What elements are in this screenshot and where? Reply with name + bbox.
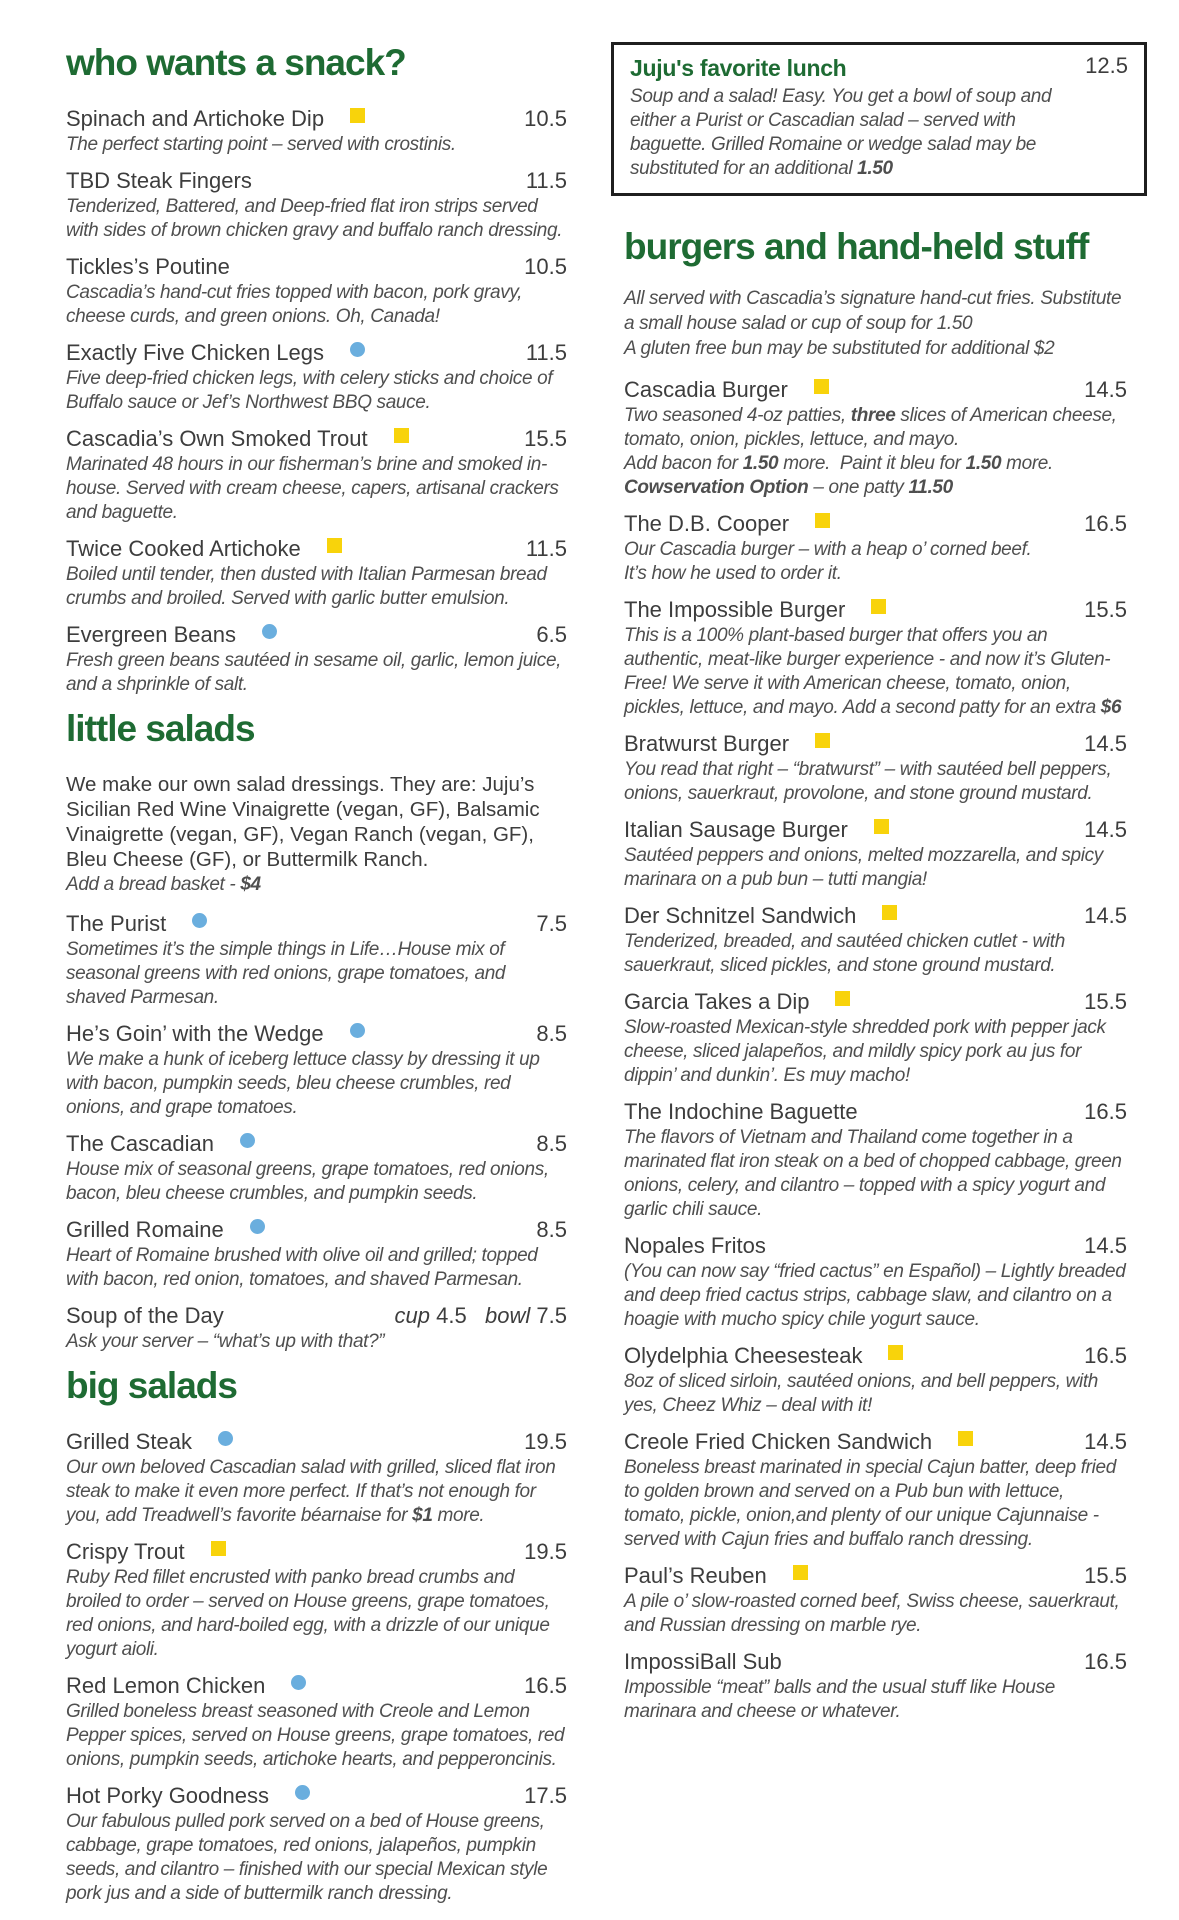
item-description: This is a 100% plant-based burger that offers you an authentic, meat-like burger experience - and now it’s Gluten-Free! We serve it with American cheese, tomato, onion, pickles, lettuce, and mayo. Add a second patty for an extra $6 [624, 625, 1122, 718]
menu-item-header [624, 731, 1127, 756]
yellow-square-icon [793, 1565, 808, 1580]
menu-item [66, 622, 567, 697]
menu-item [66, 911, 567, 1010]
item-name: Exactly Five Chicken Legs [66, 340, 324, 365]
blue-circle-icon [240, 1133, 255, 1148]
item-name: The Indochine Baguette [624, 1099, 858, 1124]
item-price: 7.5 [536, 911, 567, 936]
item-description: Grilled boneless breast seasoned with Creole and Lemon Pepper spices, served on House greens, grape tomatoes, red onions, pumpkin seeds, artichoke hearts, and pepperoncinis. [66, 1701, 565, 1770]
menu-item-header [624, 597, 1127, 622]
menu-item-header [66, 106, 567, 131]
item-description: Sautéed peppers and onions, melted mozzarella, and spicy marinara on a pub bun – tutti mangia! [624, 845, 1103, 890]
item-price: 8.5 [536, 1217, 567, 1242]
item-price: 19.5 [524, 1429, 567, 1454]
menu-item-header [66, 168, 567, 193]
yellow-square-icon [888, 1345, 903, 1360]
item-price: 14.5 [1084, 1429, 1127, 1454]
item-price: 14.5 [1084, 1233, 1127, 1258]
menu-item-header [624, 1563, 1127, 1588]
item-name: ImpossiBall Sub [624, 1649, 782, 1674]
blue-circle-icon [262, 624, 277, 639]
left-column [66, 42, 567, 1920]
lunch-box-description: Soup and a salad! Easy. You get a bowl of soup and either a Purist or Cascadian salad – served with baguette. Grilled Romaine or wedge salad may be substituted for an additional 1.50 [630, 86, 1052, 179]
item-price: 6.5 [536, 622, 567, 647]
item-description: Marinated 48 hours in our fisherman’s brine and smoked in-house. Served with cream cheese, capers, artisanal crackers and baguette. [66, 454, 559, 523]
menu-item-header [66, 1783, 567, 1808]
item-price: 14.5 [1084, 731, 1127, 756]
yellow-square-icon [394, 428, 409, 443]
item-price: 14.5 [1084, 903, 1127, 928]
item-price: 15.5 [1084, 989, 1127, 1014]
menu-item-header [66, 1673, 567, 1698]
blue-circle-icon [291, 1675, 306, 1690]
menu-item [624, 989, 1127, 1088]
yellow-square-icon [814, 379, 829, 394]
menu-item-header [624, 903, 1127, 928]
item-price: 19.5 [524, 1539, 567, 1564]
blue-circle-icon [218, 1431, 233, 1446]
blue-circle-icon [295, 1785, 310, 1800]
item-description: Five deep-fried chicken legs, with celery sticks and choice of Buffalo sauce or Jef’s Northwest BBQ sauce. [66, 368, 553, 413]
lunch-box [611, 42, 1147, 196]
item-price: 15.5 [524, 426, 567, 451]
item-name: Grilled Steak [66, 1429, 192, 1454]
item-price: 17.5 [524, 1783, 567, 1808]
item-name: TBD Steak Fingers [66, 168, 252, 193]
menu-item-header [66, 254, 567, 279]
yellow-square-icon [327, 538, 342, 553]
blue-circle-icon [192, 913, 207, 928]
item-description: Our fabulous pulled pork served on a bed of House greens, cabbage, grape tomatoes, red onions, jalapeños, pumpkin seeds, and cilantro – finished with our special Mexican style pork jus and a side of buttermilk ranch dressing. [66, 1811, 548, 1904]
item-description: Sometimes it’s the simple things in Life…House mix of seasonal greens with red onions, grape tomatoes, and shaved Parmesan. [66, 939, 506, 1008]
item-description: The perfect starting point – served with crostinis. [66, 134, 456, 155]
menu-item-header [624, 1099, 1127, 1124]
item-price: 15.5 [1084, 597, 1127, 622]
menu-item-header [66, 1303, 567, 1328]
menu-item-header [66, 622, 567, 647]
item-price: 16.5 [1084, 511, 1127, 536]
menu-item-header [624, 989, 1127, 1014]
menu-item [66, 106, 567, 157]
item-price: 16.5 [1084, 1099, 1127, 1124]
blue-circle-icon [250, 1219, 265, 1234]
item-name: Soup of the Day [66, 1303, 224, 1328]
item-price: 11.5 [525, 168, 567, 193]
item-name: Grilled Romaine [66, 1217, 224, 1242]
item-description: (You can now say “fried cactus” en Español) – Lightly breaded and deep fried cactus strips, cabbage slaw, and cilantro on a hoagie with mucho spicy chile yogurt sauce. [624, 1261, 1126, 1330]
yellow-square-icon [871, 599, 886, 614]
menu-item-header [66, 1021, 567, 1046]
item-description: Tenderized, Battered, and Deep-fried flat iron strips served with sides of brown chicken gravy and buffalo ranch dressing. [66, 196, 563, 241]
item-name: Twice Cooked Artichoke [66, 536, 301, 561]
menu-item-header [66, 1539, 567, 1564]
section-intro: We make our own salad dressings. They are: Juju’s Sicilian Red Wine Vinaigrette (vegan, GF), Balsamic Vinaigrette (vegan, GF), Vegan Ranch (vegan, GF), Bleu Cheese (GF), or Buttermilk Ranch. [66, 773, 540, 871]
item-description: Heart of Romaine brushed with olive oil and grilled; topped with bacon, red onion, tomatoes, and shaved Parmesan. [66, 1245, 538, 1290]
item-price: 16.5 [524, 1673, 567, 1698]
lunch-box-price: 12.5 [1085, 53, 1128, 78]
section-intro-line: All served with Cascadia’s signature hand-cut fries. Substitute a small house salad or cup of soup for 1.50 [624, 288, 1122, 334]
item-name: Tickles’s Poutine [66, 254, 230, 279]
item-description: Slow-roasted Mexican-style shredded pork with pepper jack cheese, sliced jalapeños, and mildly spicy pork au jus for dippin’ and dunkin’. Es muy macho! [624, 1017, 1106, 1086]
menu-item-header [66, 1429, 567, 1454]
menu-item [624, 511, 1127, 586]
blue-circle-icon [350, 1023, 365, 1038]
item-name: He’s Goin’ with the Wedge [66, 1021, 324, 1046]
menu-item [624, 1343, 1127, 1418]
item-price: 8.5 [536, 1021, 567, 1046]
section-intro-line: A gluten free bun may be substituted for additional $2 [624, 338, 1055, 359]
menu-item [624, 1649, 1127, 1724]
menu-item [624, 1099, 1127, 1222]
menu-item [66, 1303, 567, 1354]
yellow-square-icon [882, 905, 897, 920]
menu-item-header [624, 377, 1127, 402]
menu-item-header [66, 536, 567, 561]
yellow-square-icon [350, 108, 365, 123]
item-name: Bratwurst Burger [624, 731, 790, 756]
item-description: House mix of seasonal greens, grape tomatoes, red onions, bacon, bleu cheese crumbles, and pumpkin seeds. [66, 1159, 549, 1204]
menu-item [66, 536, 567, 611]
menu-item-header [624, 1649, 1127, 1674]
item-description: We make a hunk of iceberg lettuce classy by dressing it up with bacon, pumpkin seeds, bleu cheese crumbles, red onions, and grape tomatoes. [66, 1049, 540, 1118]
item-description: Two seasoned 4-oz patties, three slices of American cheese, tomato, onion, pickles, lettuce, and mayo. Add bacon for 1.50 more. Paint it bleu for 1.50 more. Cowservation Option – one patty 11.50 [624, 405, 1117, 498]
item-name: Nopales Fritos [624, 1233, 766, 1258]
section-title: burgers and hand-held stuff [624, 226, 1089, 267]
menu-item [624, 1429, 1127, 1552]
menu-item-header [66, 340, 567, 365]
right-column [611, 42, 1147, 1920]
item-name: Red Lemon Chicken [66, 1673, 266, 1698]
item-price: 16.5 [1084, 1343, 1127, 1368]
yellow-square-icon [874, 819, 889, 834]
menu-item-header [66, 1131, 567, 1156]
item-description: Fresh green beans sautéed in sesame oil, garlic, lemon juice, and a shprinkle of salt. [66, 650, 562, 695]
item-price: 10.5 [524, 106, 567, 131]
menu-item [66, 1429, 567, 1528]
menu-item-header [624, 1343, 1127, 1368]
menu-item [624, 377, 1127, 500]
lunch-box-header [630, 53, 1128, 83]
item-description: Our Cascadia burger – with a heap o’ corned beef. It’s how he used to order it. [624, 539, 1032, 584]
menu-item-header [66, 911, 567, 936]
item-name: Evergreen Beans [66, 622, 236, 647]
menu-item [624, 1233, 1127, 1332]
item-description: Boneless breast marinated in special Cajun batter, deep fried to golden brown and served on a Pub bun with lettuce, tomato, pickle, onion,and plenty of our unique Cajunnaise - served with Cajun fries and buffalo ranch dressing. [624, 1457, 1116, 1550]
section-title: little salads [66, 708, 255, 749]
menu-item-header [66, 426, 567, 451]
item-description: Impossible “meat” balls and the usual stuff like House marinara and cheese or whatever. [624, 1677, 1055, 1722]
item-name: Der Schnitzel Sandwich [624, 903, 857, 928]
item-description: Ask your server – “what’s up with that?” [66, 1331, 385, 1352]
menu-item [624, 731, 1127, 806]
menu-item [66, 1131, 567, 1206]
menu-item [624, 1563, 1127, 1638]
item-name: Cascadia’s Own Smoked Trout [66, 426, 368, 451]
item-price: cup 4.5 bowl 7.5 [394, 1303, 567, 1328]
menu-item-header [66, 1217, 567, 1242]
item-name: Hot Porky Goodness [66, 1783, 269, 1808]
item-description: Tenderized, breaded, and sautéed chicken cutlet - with sauerkraut, sliced pickles, and stone ground mustard. [624, 931, 1065, 976]
menu-item [66, 1783, 567, 1906]
menu-item [66, 1673, 567, 1772]
item-price: 14.5 [1084, 817, 1127, 842]
menu-item [66, 340, 567, 415]
item-name: Paul’s Reuben [624, 1563, 767, 1588]
item-price: 8.5 [536, 1131, 567, 1156]
item-name: Crispy Trout [66, 1539, 185, 1564]
menu-item [66, 1217, 567, 1292]
item-name: Olydelphia Cheesesteak [624, 1343, 863, 1368]
menu-item [624, 817, 1127, 892]
item-name: Italian Sausage Burger [624, 817, 848, 842]
item-price: 15.5 [1084, 1563, 1127, 1588]
menu-item-header [624, 511, 1127, 536]
menu-item-header [624, 1233, 1127, 1258]
menu-item [66, 168, 567, 243]
item-description: Boiled until tender, then dusted with Italian Parmesan bread crumbs and broiled. Served with garlic butter emulsion. [66, 564, 547, 609]
yellow-square-icon [958, 1431, 973, 1446]
menu-item [66, 254, 567, 329]
item-description: The flavors of Vietnam and Thailand come together in a marinated flat iron steak on a bed of chopped cabbage, green onions, celery, and cilantro – topped with a spicy yogurt and garlic chili sauce. [624, 1127, 1122, 1220]
menu-item-header [624, 817, 1127, 842]
item-description: Cascadia’s hand-cut fries topped with bacon, pork gravy, cheese curds, and green onions. Oh, Canada! [66, 282, 523, 327]
item-price: 14.5 [1084, 377, 1127, 402]
section-intro-group [624, 286, 1127, 361]
item-price: 10.5 [524, 254, 567, 279]
menu-item-header [624, 1429, 1127, 1454]
section-title: who wants a snack? [66, 42, 406, 83]
item-name: Garcia Takes a Dip [624, 989, 810, 1014]
menu-item [624, 597, 1127, 720]
menu-item [66, 1539, 567, 1662]
section-title: big salads [66, 1365, 237, 1406]
item-name: Creole Fried Chicken Sandwich [624, 1429, 933, 1454]
menu-item [66, 426, 567, 525]
item-description: Ruby Red fillet encrusted with panko bread crumbs and broiled to order – served on House greens, grape tomatoes, red onions, and hard-boiled egg, with a drizzle of our unique yogurt aioli. [66, 1567, 550, 1660]
section-intro-note: Add a bread basket - $4 [66, 874, 261, 895]
yellow-square-icon [835, 991, 850, 1006]
item-price: 16.5 [1084, 1649, 1127, 1674]
item-description: 8oz of sliced sirloin, sautéed onions, and bell peppers, with yes, Cheez Whiz – deal with it! [624, 1371, 1099, 1416]
yellow-square-icon [815, 733, 830, 748]
item-description: Our own beloved Cascadian salad with grilled, sliced flat iron steak to make it even more perfect. If that’s not enough for you, add Treadwell’s favorite béarnaise for $1 more. [66, 1457, 556, 1526]
item-name: Spinach and Artichoke Dip [66, 106, 325, 131]
item-name: The Impossible Burger [624, 597, 846, 622]
item-name: The D.B. Cooper [624, 511, 790, 536]
yellow-square-icon [815, 513, 830, 528]
item-price: 11.5 [525, 536, 567, 561]
blue-circle-icon [350, 342, 365, 357]
menu-item [624, 903, 1127, 978]
lunch-box-title: Juju's favorite lunch [630, 55, 847, 81]
item-description: You read that right – “bratwurst” – with sautéed bell peppers, onions, sauerkraut, provolone, and stone ground mustard. [624, 759, 1112, 804]
right-sections [624, 226, 1127, 1724]
item-description: A pile o’ slow-roasted corned beef, Swiss cheese, sauerkraut, and Russian dressing on marble rye. [624, 1591, 1120, 1636]
item-name: Cascadia Burger [624, 377, 788, 402]
item-price: 11.5 [525, 340, 567, 365]
item-name: The Cascadian [66, 1131, 214, 1156]
yellow-square-icon [211, 1541, 226, 1556]
menu-item [66, 1021, 567, 1120]
item-name: The Purist [66, 911, 167, 936]
